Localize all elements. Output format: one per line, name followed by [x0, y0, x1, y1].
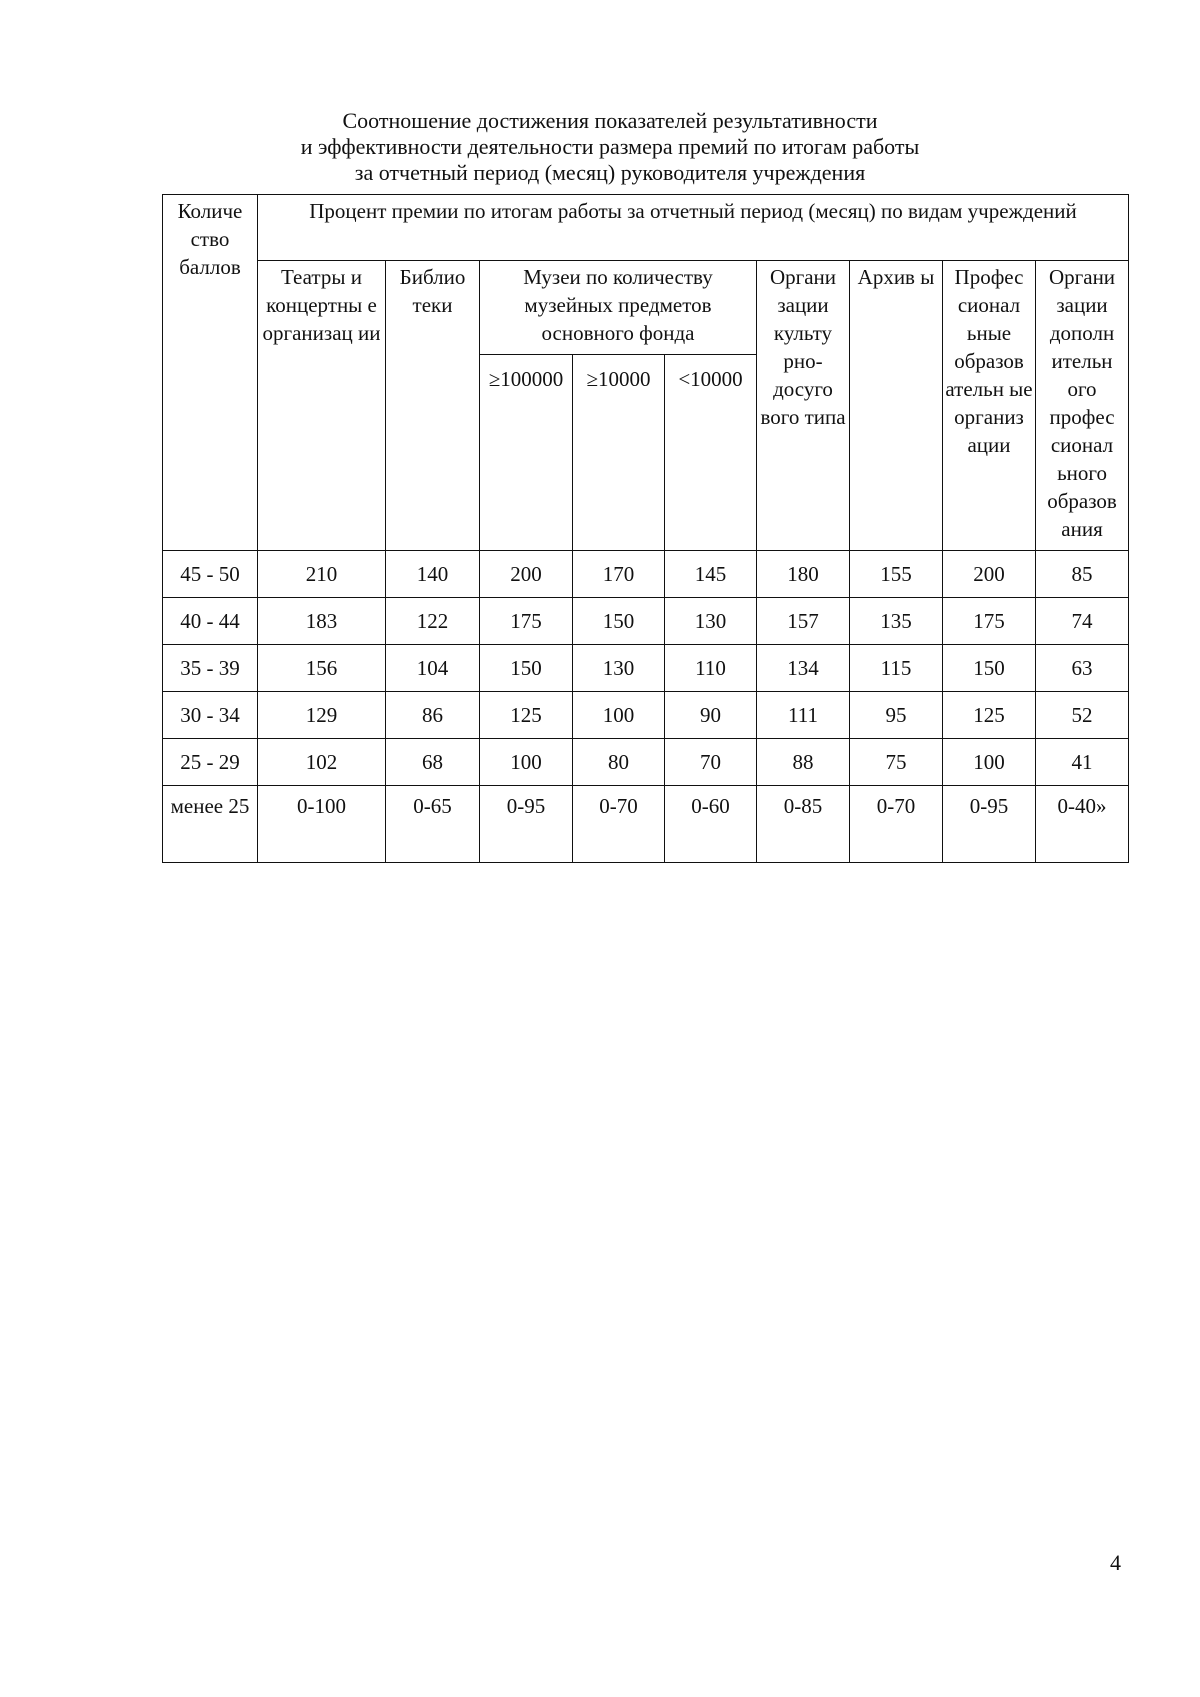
- bonus-value-cell: 100: [573, 692, 665, 739]
- bonus-value-cell: 157: [757, 598, 850, 645]
- header-museums: Музеи по количеству музейных предметов основного фонда: [480, 261, 757, 355]
- bonus-value-cell: 102: [258, 739, 386, 786]
- bonus-value-cell: 134: [757, 645, 850, 692]
- header-add-prof-edu: Органи зации дополн ительн ого профес сионал ьного образов ания: [1036, 261, 1129, 551]
- museum-subheader: <10000: [665, 355, 757, 551]
- header-culture-orgs: Органи зации культу рно-досуго вого типа: [757, 261, 850, 551]
- bonus-value-cell: 74: [1036, 598, 1129, 645]
- score-range-cell: 40 - 44: [163, 598, 258, 645]
- table-row: [163, 551, 1129, 598]
- bonus-value-cell: 68: [386, 739, 480, 786]
- bonus-value-cell: 156: [258, 645, 386, 692]
- bonus-value-cell: 0-95: [480, 786, 573, 863]
- bonus-value-cell: 90: [665, 692, 757, 739]
- bonus-value-cell: 183: [258, 598, 386, 645]
- table-row: [163, 645, 1129, 692]
- bonus-value-cell: 175: [943, 598, 1036, 645]
- museum-subheader: ≥100000: [480, 355, 573, 551]
- bonus-value-cell: 122: [386, 598, 480, 645]
- table-row: [163, 692, 1129, 739]
- bonus-value-cell: 75: [850, 739, 943, 786]
- table-row: [163, 786, 1129, 863]
- bonus-value-cell: 125: [943, 692, 1036, 739]
- score-range-cell: 45 - 50: [163, 551, 258, 598]
- bonus-value-cell: 0-85: [757, 786, 850, 863]
- bonus-value-cell: 130: [665, 598, 757, 645]
- bonus-table: [162, 194, 1129, 863]
- header-prof-edu: Профес сионал ьные образов ательн ые организ ации: [943, 261, 1036, 551]
- bonus-value-cell: 155: [850, 551, 943, 598]
- bonus-value-cell: 150: [480, 645, 573, 692]
- bonus-value-cell: 88: [757, 739, 850, 786]
- bonus-value-cell: 145: [665, 551, 757, 598]
- bonus-value-cell: 0-60: [665, 786, 757, 863]
- bonus-value-cell: 130: [573, 645, 665, 692]
- bonus-value-cell: 63: [1036, 645, 1129, 692]
- header-theatres: Театры и концертны е организац ии: [258, 261, 386, 551]
- bonus-value-cell: 200: [480, 551, 573, 598]
- document-title: [160, 108, 1060, 186]
- table-row: [163, 739, 1129, 786]
- group-header: Процент премии по итогам работы за отчетный период (месяц) по видам учреждений: [258, 195, 1129, 261]
- bonus-value-cell: 0-65: [386, 786, 480, 863]
- bonus-value-cell: 80: [573, 739, 665, 786]
- bonus-value-cell: 210: [258, 551, 386, 598]
- bonus-value-cell: 0-70: [850, 786, 943, 863]
- bonus-value-cell: 200: [943, 551, 1036, 598]
- bonus-value-cell: 100: [943, 739, 1036, 786]
- bonus-value-cell: 115: [850, 645, 943, 692]
- bonus-value-cell: 0-100: [258, 786, 386, 863]
- bonus-value-cell: 0-70: [573, 786, 665, 863]
- bonus-value-cell: 180: [757, 551, 850, 598]
- bonus-value-cell: 135: [850, 598, 943, 645]
- bonus-value-cell: 175: [480, 598, 573, 645]
- bonus-value-cell: 95: [850, 692, 943, 739]
- page-number: 4: [1110, 1550, 1121, 1575]
- bonus-value-cell: 140: [386, 551, 480, 598]
- bonus-value-cell: 86: [386, 692, 480, 739]
- score-range-cell: 25 - 29: [163, 739, 258, 786]
- bonus-value-cell: 0-40»: [1036, 786, 1129, 863]
- title-line-2: и эффективности деятельности размера премий по итогам работы: [300, 134, 920, 159]
- table-row: [163, 598, 1129, 645]
- header-libraries: Библио теки: [386, 261, 480, 551]
- bonus-value-cell: 70: [665, 739, 757, 786]
- museum-subheader: ≥10000: [573, 355, 665, 551]
- bonus-value-cell: 150: [573, 598, 665, 645]
- bonus-value-cell: 129: [258, 692, 386, 739]
- table-body: [163, 551, 1129, 863]
- title-line-3: за отчетный период (месяц) руководителя учреждения: [354, 160, 866, 185]
- bonus-value-cell: 125: [480, 692, 573, 739]
- score-range-cell: 35 - 39: [163, 645, 258, 692]
- bonus-value-cell: 110: [665, 645, 757, 692]
- bonus-value-cell: 104: [386, 645, 480, 692]
- bonus-value-cell: 111: [757, 692, 850, 739]
- bonus-value-cell: 150: [943, 645, 1036, 692]
- bonus-value-cell: 170: [573, 551, 665, 598]
- bonus-value-cell: 85: [1036, 551, 1129, 598]
- header-archives: Архив ы: [850, 261, 943, 551]
- score-column-header: Количе ство баллов: [163, 195, 258, 551]
- bonus-value-cell: 52: [1036, 692, 1129, 739]
- bonus-value-cell: 100: [480, 739, 573, 786]
- bonus-value-cell: 41: [1036, 739, 1129, 786]
- bonus-value-cell: 0-95: [943, 786, 1036, 863]
- score-range-cell: менее 25: [163, 786, 258, 863]
- score-range-cell: 30 - 34: [163, 692, 258, 739]
- title-line-1: Соотношение достижения показателей результативности: [342, 108, 878, 133]
